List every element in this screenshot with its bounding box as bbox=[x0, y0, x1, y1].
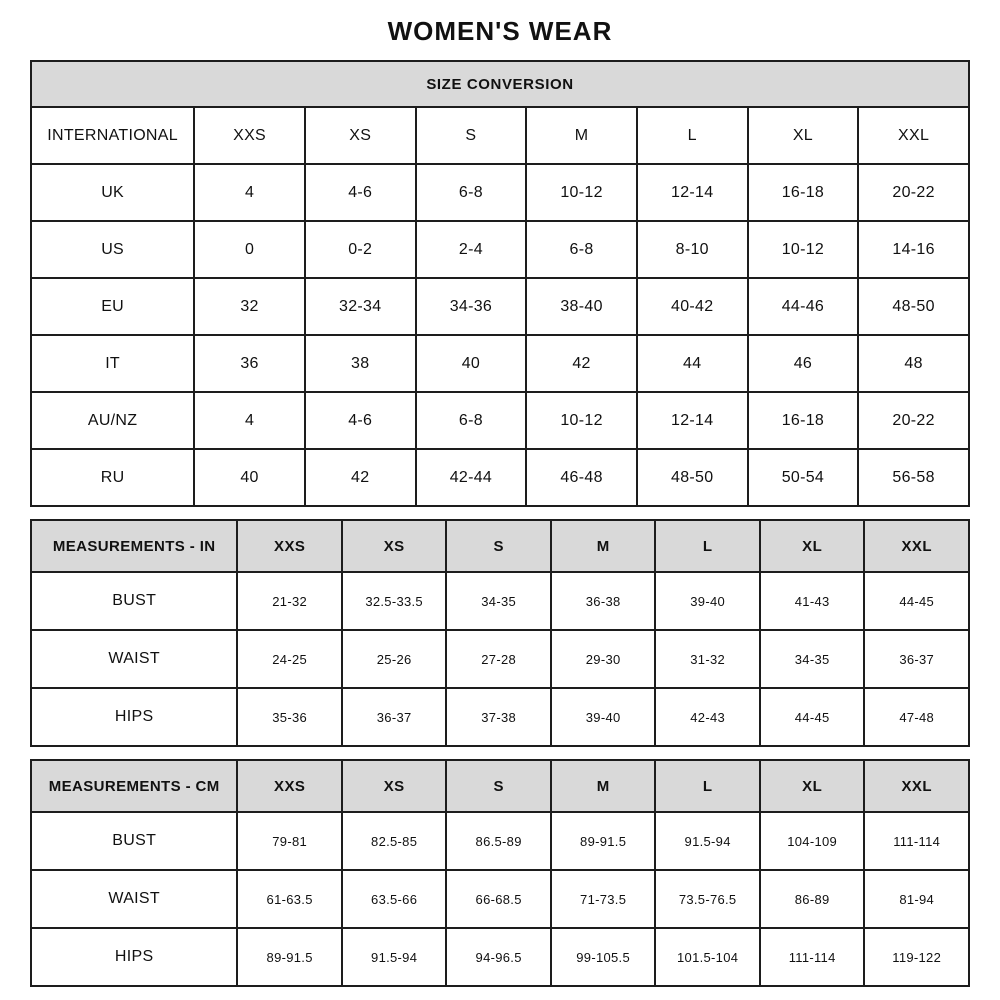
row-label: HIPS bbox=[31, 928, 237, 986]
cell: 32-34 bbox=[305, 278, 416, 335]
cell: 6-8 bbox=[416, 164, 527, 221]
cell: XXL bbox=[858, 107, 969, 164]
cell: 0-2 bbox=[305, 221, 416, 278]
cell: 61-63.5 bbox=[237, 870, 342, 928]
size-header-cell: M bbox=[551, 760, 656, 812]
cell: XS bbox=[305, 107, 416, 164]
page-title: WOMEN'S WEAR bbox=[387, 16, 613, 46]
cell: 111-114 bbox=[864, 812, 969, 870]
cell: 10-12 bbox=[526, 164, 637, 221]
cell: 91.5-94 bbox=[655, 812, 760, 870]
cell: 101.5-104 bbox=[655, 928, 760, 986]
cell: 8-10 bbox=[637, 221, 748, 278]
cell: 44 bbox=[637, 335, 748, 392]
table-row-aunz bbox=[31, 392, 969, 449]
cell: 40 bbox=[194, 449, 305, 506]
size-header-cell: S bbox=[446, 760, 551, 812]
measurements-in-table bbox=[30, 519, 970, 747]
cell: 119-122 bbox=[864, 928, 969, 986]
cell: L bbox=[637, 107, 748, 164]
cell: 4-6 bbox=[305, 392, 416, 449]
cell: M bbox=[526, 107, 637, 164]
size-header-cell: XXS bbox=[237, 760, 342, 812]
cell: 36-37 bbox=[342, 688, 447, 746]
size-header-cell: XXL bbox=[864, 520, 969, 572]
cell: 86-89 bbox=[760, 870, 865, 928]
cell: 89-91.5 bbox=[551, 812, 656, 870]
table-row-eu bbox=[31, 278, 969, 335]
cell: 2-4 bbox=[416, 221, 527, 278]
cell: 111-114 bbox=[760, 928, 865, 986]
row-label: AU/NZ bbox=[31, 392, 194, 449]
cell: 56-58 bbox=[858, 449, 969, 506]
cell: XXS bbox=[194, 107, 305, 164]
cell: 42-44 bbox=[416, 449, 527, 506]
cell: 91.5-94 bbox=[342, 928, 447, 986]
cell: 31-32 bbox=[655, 630, 760, 688]
cell: 34-35 bbox=[760, 630, 865, 688]
cell: 48 bbox=[858, 335, 969, 392]
cell: 63.5-66 bbox=[342, 870, 447, 928]
cell: 20-22 bbox=[858, 164, 969, 221]
size-header-cell: L bbox=[655, 760, 760, 812]
table-row-international bbox=[31, 107, 969, 164]
cell: 32.5-33.5 bbox=[342, 572, 447, 630]
cell: 71-73.5 bbox=[551, 870, 656, 928]
cell: 21-32 bbox=[237, 572, 342, 630]
size-header-cell: XS bbox=[342, 760, 447, 812]
cell: 34-36 bbox=[416, 278, 527, 335]
row-label: HIPS bbox=[31, 688, 237, 746]
measurements-cm-table bbox=[30, 759, 970, 987]
cell: 6-8 bbox=[526, 221, 637, 278]
size-header-cell: XXL bbox=[864, 760, 969, 812]
table-row-waist-in bbox=[31, 630, 969, 688]
cell: 16-18 bbox=[748, 392, 859, 449]
size-header-cell: S bbox=[446, 520, 551, 572]
row-label: WAIST bbox=[31, 870, 237, 928]
table-row-uk bbox=[31, 164, 969, 221]
row-label: RU bbox=[31, 449, 194, 506]
cell: 38-40 bbox=[526, 278, 637, 335]
table-row-hips-cm bbox=[31, 928, 969, 986]
cell: S bbox=[416, 107, 527, 164]
cell: 10-12 bbox=[526, 392, 637, 449]
cell: 20-22 bbox=[858, 392, 969, 449]
cell: XL bbox=[748, 107, 859, 164]
size-conversion-header: SIZE CONVERSION bbox=[31, 61, 969, 107]
cell: 66-68.5 bbox=[446, 870, 551, 928]
table-row-waist-cm bbox=[31, 870, 969, 928]
cell: 44-45 bbox=[760, 688, 865, 746]
cell: 94-96.5 bbox=[446, 928, 551, 986]
cell: 4 bbox=[194, 164, 305, 221]
cell: 42-43 bbox=[655, 688, 760, 746]
cell: 104-109 bbox=[760, 812, 865, 870]
cell: 24-25 bbox=[237, 630, 342, 688]
cell: 99-105.5 bbox=[551, 928, 656, 986]
cell: 12-14 bbox=[637, 164, 748, 221]
cell: 29-30 bbox=[551, 630, 656, 688]
cell: 36-37 bbox=[864, 630, 969, 688]
cell: 34-35 bbox=[446, 572, 551, 630]
row-label: IT bbox=[31, 335, 194, 392]
cell: 82.5-85 bbox=[342, 812, 447, 870]
row-label: UK bbox=[31, 164, 194, 221]
cell: 14-16 bbox=[858, 221, 969, 278]
cell: 86.5-89 bbox=[446, 812, 551, 870]
cell: 89-91.5 bbox=[237, 928, 342, 986]
size-header-cell: XXS bbox=[237, 520, 342, 572]
cell: 44-45 bbox=[864, 572, 969, 630]
cell: 25-26 bbox=[342, 630, 447, 688]
cell: 6-8 bbox=[416, 392, 527, 449]
cell: 42 bbox=[526, 335, 637, 392]
size-header-cell: XL bbox=[760, 520, 865, 572]
cell: 81-94 bbox=[864, 870, 969, 928]
cell: 46 bbox=[748, 335, 859, 392]
cell: 79-81 bbox=[237, 812, 342, 870]
row-label: US bbox=[31, 221, 194, 278]
cell: 47-48 bbox=[864, 688, 969, 746]
cell: 4-6 bbox=[305, 164, 416, 221]
cell: 4 bbox=[194, 392, 305, 449]
size-header-cell: XS bbox=[342, 520, 447, 572]
cell: 35-36 bbox=[237, 688, 342, 746]
cell: 48-50 bbox=[858, 278, 969, 335]
cell: 36-38 bbox=[551, 572, 656, 630]
table-header-row bbox=[31, 760, 969, 812]
table-row-bust-in bbox=[31, 572, 969, 630]
size-header-cell: XL bbox=[760, 760, 865, 812]
cell: 0 bbox=[194, 221, 305, 278]
cell: 44-46 bbox=[748, 278, 859, 335]
cell: 37-38 bbox=[446, 688, 551, 746]
cell: 36 bbox=[194, 335, 305, 392]
cell: 32 bbox=[194, 278, 305, 335]
size-header-cell: M bbox=[551, 520, 656, 572]
table-row-it bbox=[31, 335, 969, 392]
table-row-hips-in bbox=[31, 688, 969, 746]
table-row-bust-cm bbox=[31, 812, 969, 870]
cell: 40 bbox=[416, 335, 527, 392]
cell: 40-42 bbox=[637, 278, 748, 335]
cell: 46-48 bbox=[526, 449, 637, 506]
cell: 42 bbox=[305, 449, 416, 506]
cell: 39-40 bbox=[655, 572, 760, 630]
cell: 41-43 bbox=[760, 572, 865, 630]
cell: 16-18 bbox=[748, 164, 859, 221]
cell: 50-54 bbox=[748, 449, 859, 506]
size-header-cell: L bbox=[655, 520, 760, 572]
row-label: BUST bbox=[31, 572, 237, 630]
row-label: INTERNATIONAL bbox=[31, 107, 194, 164]
row-label: WAIST bbox=[31, 630, 237, 688]
cell: 39-40 bbox=[551, 688, 656, 746]
cell: 48-50 bbox=[637, 449, 748, 506]
table-row-us bbox=[31, 221, 969, 278]
size-conversion-table bbox=[30, 60, 970, 507]
table-header-row bbox=[31, 520, 969, 572]
row-label: EU bbox=[31, 278, 194, 335]
cell: 27-28 bbox=[446, 630, 551, 688]
cell: 10-12 bbox=[748, 221, 859, 278]
row-label: BUST bbox=[31, 812, 237, 870]
cell: 73.5-76.5 bbox=[655, 870, 760, 928]
cell: 12-14 bbox=[637, 392, 748, 449]
table-banner-row bbox=[31, 61, 969, 107]
cell: 38 bbox=[305, 335, 416, 392]
measurements-in-header: MEASUREMENTS - IN bbox=[31, 520, 237, 572]
table-row-ru bbox=[31, 449, 969, 506]
measurements-cm-header: MEASUREMENTS - CM bbox=[31, 760, 237, 812]
